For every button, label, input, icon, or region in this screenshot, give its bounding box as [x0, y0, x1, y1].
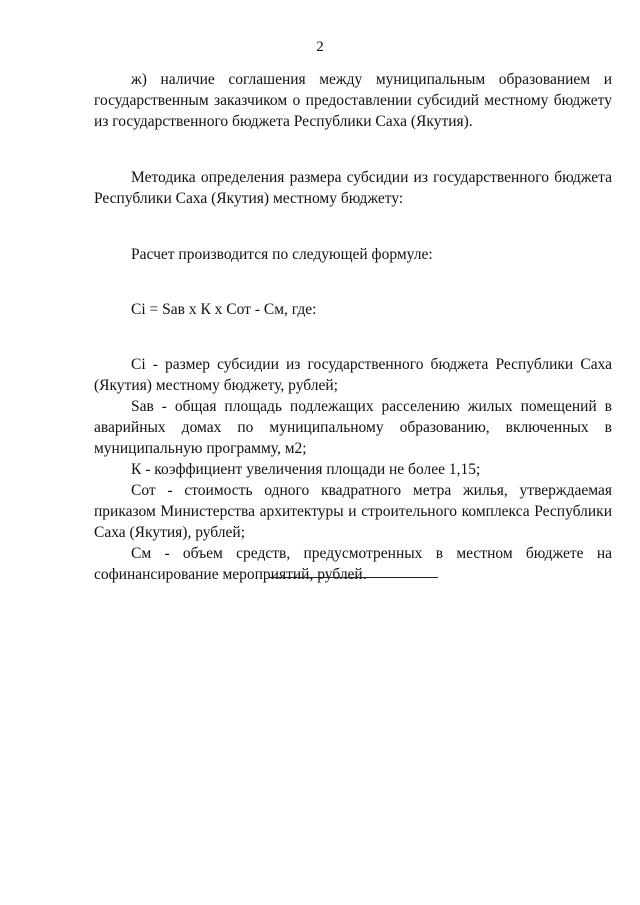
definition-sot: Сот - стоимость одного квадратного метра жилья, утверждаемая приказом Министерства архитектуры и строительного комплекса Республики Саха (Якутия), рублей; [94, 482, 612, 541]
formula-line: Сi = Sав х К х Сот - См, где: [131, 301, 317, 318]
paragraph-calculation-intro: Расчет производится по следующей формуле: [131, 246, 433, 263]
definition-sav: Sав - общая площадь подлежащих расселению жилых помещений в аварийных домах по муниципальному образованию, включенных в муниципальную программу, м2; [94, 398, 612, 457]
definition-ci: Сi - размер субсидии из государственного бюджета Республики Саха (Якутия) местному бюджету, рублей; [94, 356, 612, 394]
definition-k: К - коэффициент увеличения площади не более 1,15; [131, 461, 481, 478]
page-number: 2 [316, 39, 324, 55]
end-separator-line [268, 577, 438, 578]
paragraph-item-zh: ж) наличие соглашения между муниципальным образованием и государственным заказчиком о предоставлении субсидий местному бюджету из государственного бюджета Республики Саха (Якутия). [94, 71, 612, 130]
definition-sm: См - объем средств, предусмотренных в местном бюджете на софинансирование мероприятий, рублей. [94, 545, 612, 583]
document-body [94, 69, 612, 585]
paragraph-methodology-heading: Методика определения размера субсидии из государственного бюджета Республики Саха (Якутия) местному бюджету: [94, 169, 612, 207]
